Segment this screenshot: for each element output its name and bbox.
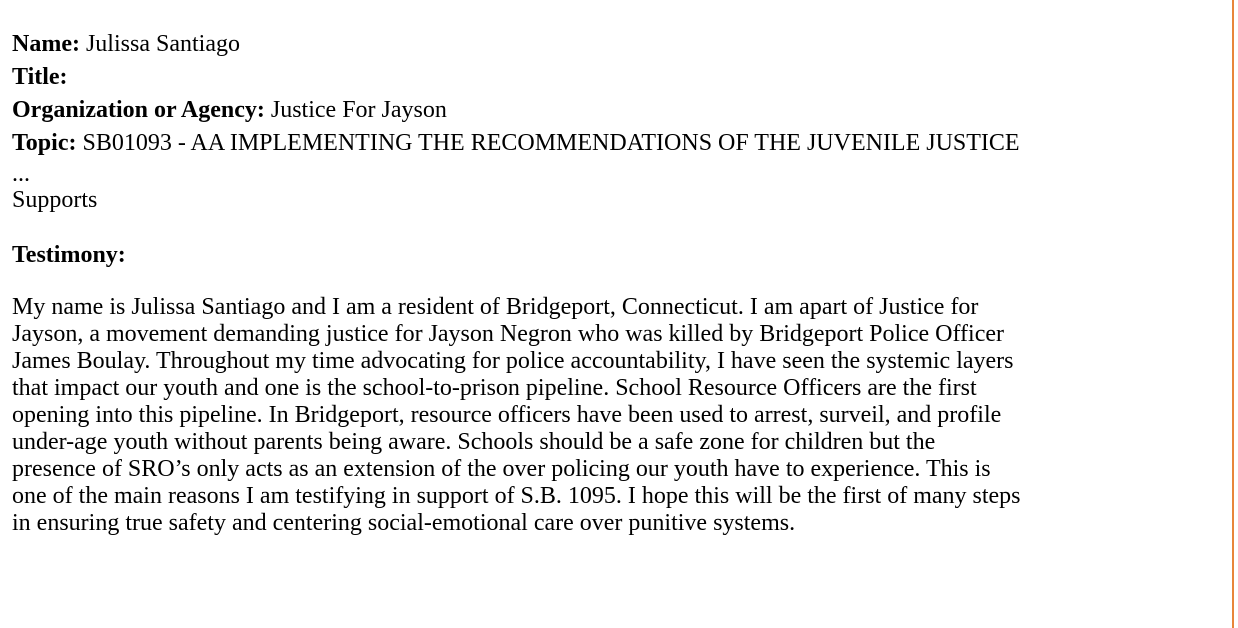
- testimony-line: one of the main reasons I am testifying in support of S.B. 1095. I hope this will be the first of many steps: [12, 483, 1021, 509]
- name-label: Name:: [12, 31, 80, 57]
- testimony-line: My name is Julissa Santiago and I am a resident of Bridgeport, Connecticut. I am apart of Justice for: [12, 294, 979, 320]
- name-row: [12, 28, 1222, 61]
- organization-value: Justice For Jayson: [270, 97, 447, 123]
- page-edge-rule: [1232, 0, 1234, 628]
- position-text: Supports: [12, 187, 98, 213]
- organization-label: Organization or Agency:: [12, 97, 265, 123]
- topic-label: Topic:: [12, 130, 77, 156]
- testimony-line: presence of SRO’s only acts as an extension of the over policing our youth have to experience. This is: [12, 456, 991, 482]
- organization-row: [12, 94, 1222, 127]
- testimony-line: that impact our youth and one is the school-to-prison pipeline. School Resource Officers are the first: [12, 375, 977, 401]
- testimony-line: in ensuring true safety and centering social-emotional care over punitive systems.: [12, 510, 796, 536]
- topic-ellipsis: ...: [12, 161, 30, 187]
- topic-row: [12, 127, 1222, 160]
- document-content: [12, 28, 1222, 537]
- testimony-label: Testimony:: [12, 242, 126, 268]
- testimony-line: Jayson, a movement demanding justice for Jayson Negron who was killed by Bridgeport Police Officer: [12, 321, 1005, 347]
- title-row: [12, 61, 1222, 94]
- testimony-line: James Boulay. Throughout my time advocating for police accountability, I have seen the systemic layers: [12, 348, 1014, 374]
- title-label: Title:: [12, 64, 68, 90]
- testimony-body: [12, 294, 1222, 537]
- topic-value: SB01093 - AA IMPLEMENTING THE RECOMMENDATIONS OF THE JUVENILE JUSTICE: [82, 130, 1020, 156]
- testimony-line: opening into this pipeline. In Bridgeport, resource officers have been used to arrest, surveil, and profile: [12, 402, 1002, 428]
- testimony-line: under-age youth without parents being aware. Schools should be a safe zone for children but the: [12, 429, 936, 455]
- name-value: Julissa Santiago: [85, 31, 240, 57]
